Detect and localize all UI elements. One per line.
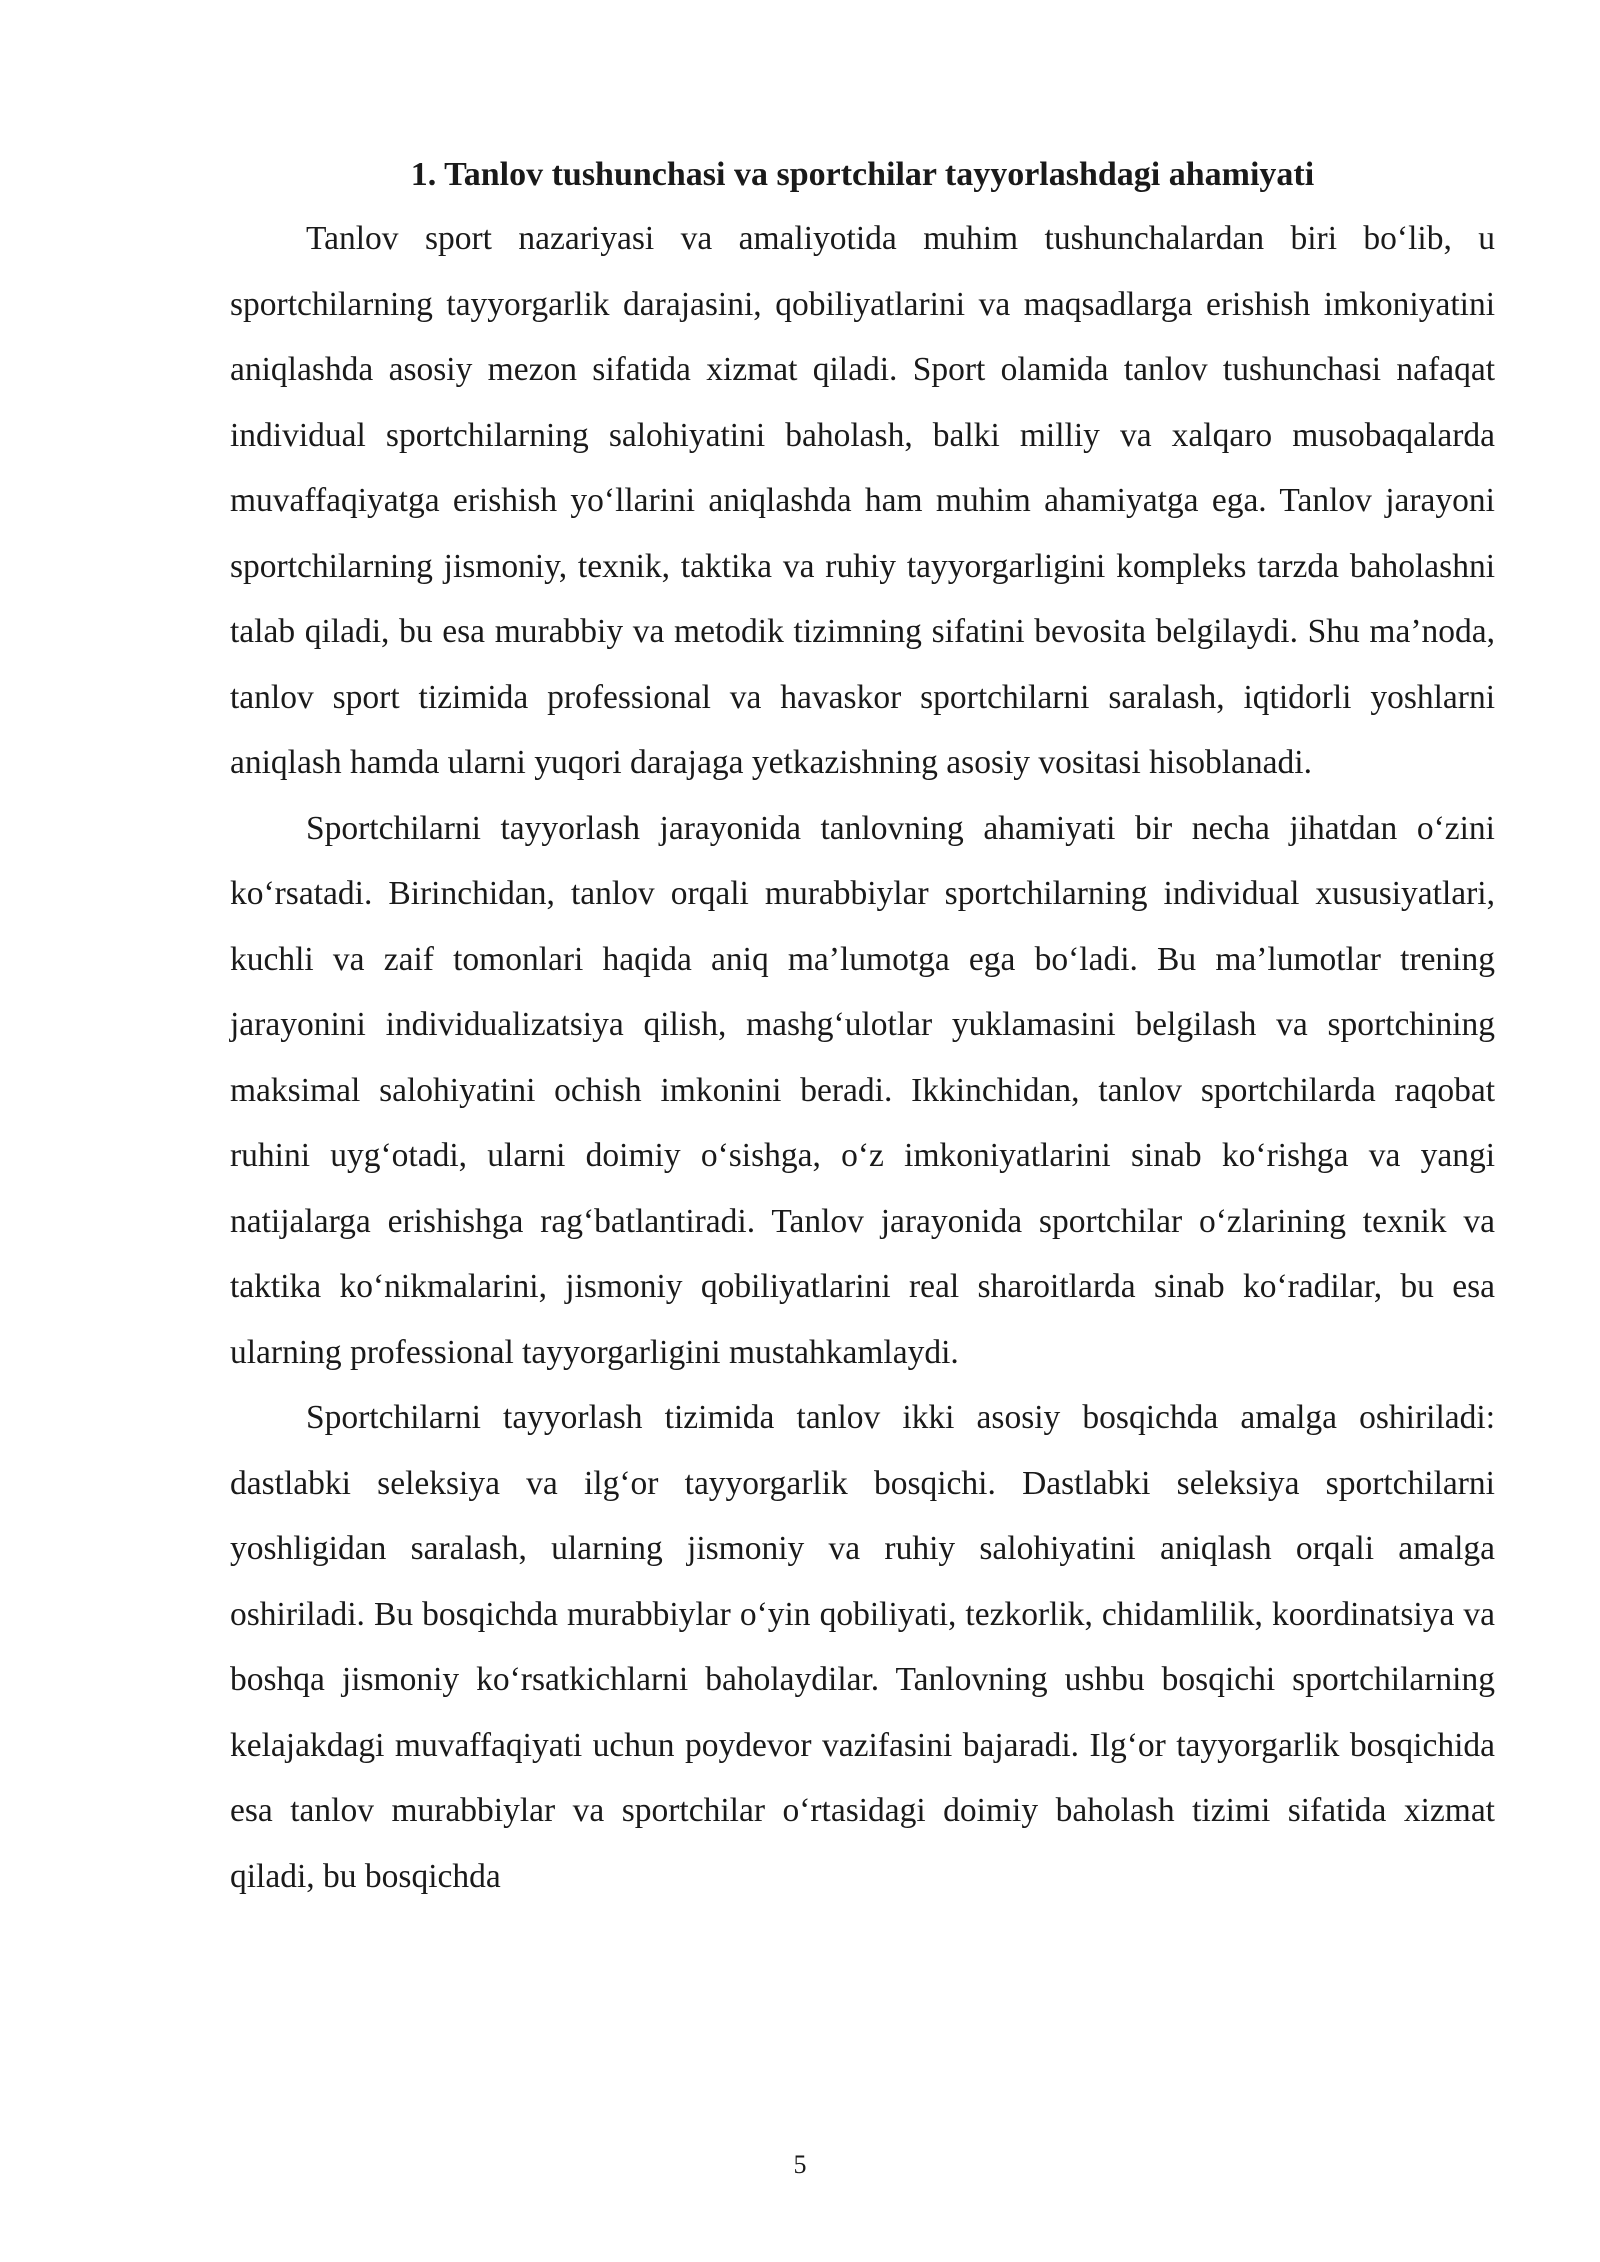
paragraph-1: Tanlov sport nazariyasi va amaliyotida muhim tushunchalardan biri bo‘lib, u sportchilarning tayyorgarlik darajasini, qobiliyatlarini va maqsadlarga erishish imkoniyatini aniqlashda asosiy mezon sifatida xizmat qiladi. Sport olamida tanlov tushunchasi nafaqat individual sportchilarning salohiyatini baholash, balki milliy va xalqaro musobaqalarda muvaffaqiyatga erishish yo‘llarini aniqlashda ham muhim ahamiyatga ega. Tanlov jarayoni sportchilarning jismoniy, texnik, taktika va ruhiy tayyorgarligini kompleks tarzda baholashni talab qiladi, bu esa murabbiy va metodik tizimning sifatini bevosita belgilaydi. Shu ma’noda, tanlov sport tizimida professional va havaskor sportchilarni saralash, iqtidorli yoshlarni aniqlash hamda ularni yuqori darajaga yetkazishning asosiy vositasi hisoblanadi.	[230, 220, 1495, 781]
section-heading: 1. Tanlov tushunchasi va sportchilar tayyorlashdagi ahamiyati	[410, 156, 1315, 193]
paragraph-3: Sportchilarni tayyorlash tizimida tanlov ikki asosiy bosqichda amalga oshiriladi: dastlabki seleksiya va ilg‘or tayyorgarlik bosqichi. Dastlabki seleksiya sportchilarni yoshligidan saralash, ularning jismoniy va ruhiy salohiyatini aniqlash orqali amalga oshiriladi. Bu bosqichda murabbiylar o‘yin qobiliyati, tezkorlik, chidamlilik, koordinatsiya va boshqa jismoniy ko‘rsatkichlarni baholaydilar. Tanlovning ushbu bosqichi sportchilarning kelajakdagi muvaffaqiyati uchun poydevor vazifasini bajaradi. Ilg‘or tayyorgarlik bosqichida esa tanlov murabbiylar va sportchilar o‘rtasidagi doimiy baholash tizimi sifatida xizmat qiladi, bu bosqichda	[230, 1399, 1495, 1895]
page-number: 5	[793, 2150, 807, 2179]
paragraph-2: Sportchilarni tayyorlash jarayonida tanlovning ahamiyati bir necha jihatdan o‘zini ko‘rsatadi. Birinchidan, tanlov orqali murabbiylar sportchilarning individual xususiyatlari, kuchli va zaif tomonlari haqida aniq ma’lumotga ega bo‘ladi. Bu ma’lumotlar trening jarayonini individualizatsiya qilish, mashg‘ulotlar yuklamasini belgilash va sportchining maksimal salohiyatini ochish imkonini beradi. Ikkinchidan, tanlov sportchilarda raqobat ruhini uyg‘otadi, ularni doimiy o‘sishga, o‘z imkoniyatlarini sinab ko‘rishga va yangi natijalarga erishishga rag‘batlantiradi. Tanlov jarayonida sportchilar o‘zlarining texnik va taktika ko‘nikmalarini, jismoniy qobiliyatlarini real sharoitlarda sinab ko‘radilar, bu esa ularning professional tayyorgarligini mustahkamlaydi.	[230, 809, 1495, 1371]
document-body	[230, 150, 1495, 1909]
